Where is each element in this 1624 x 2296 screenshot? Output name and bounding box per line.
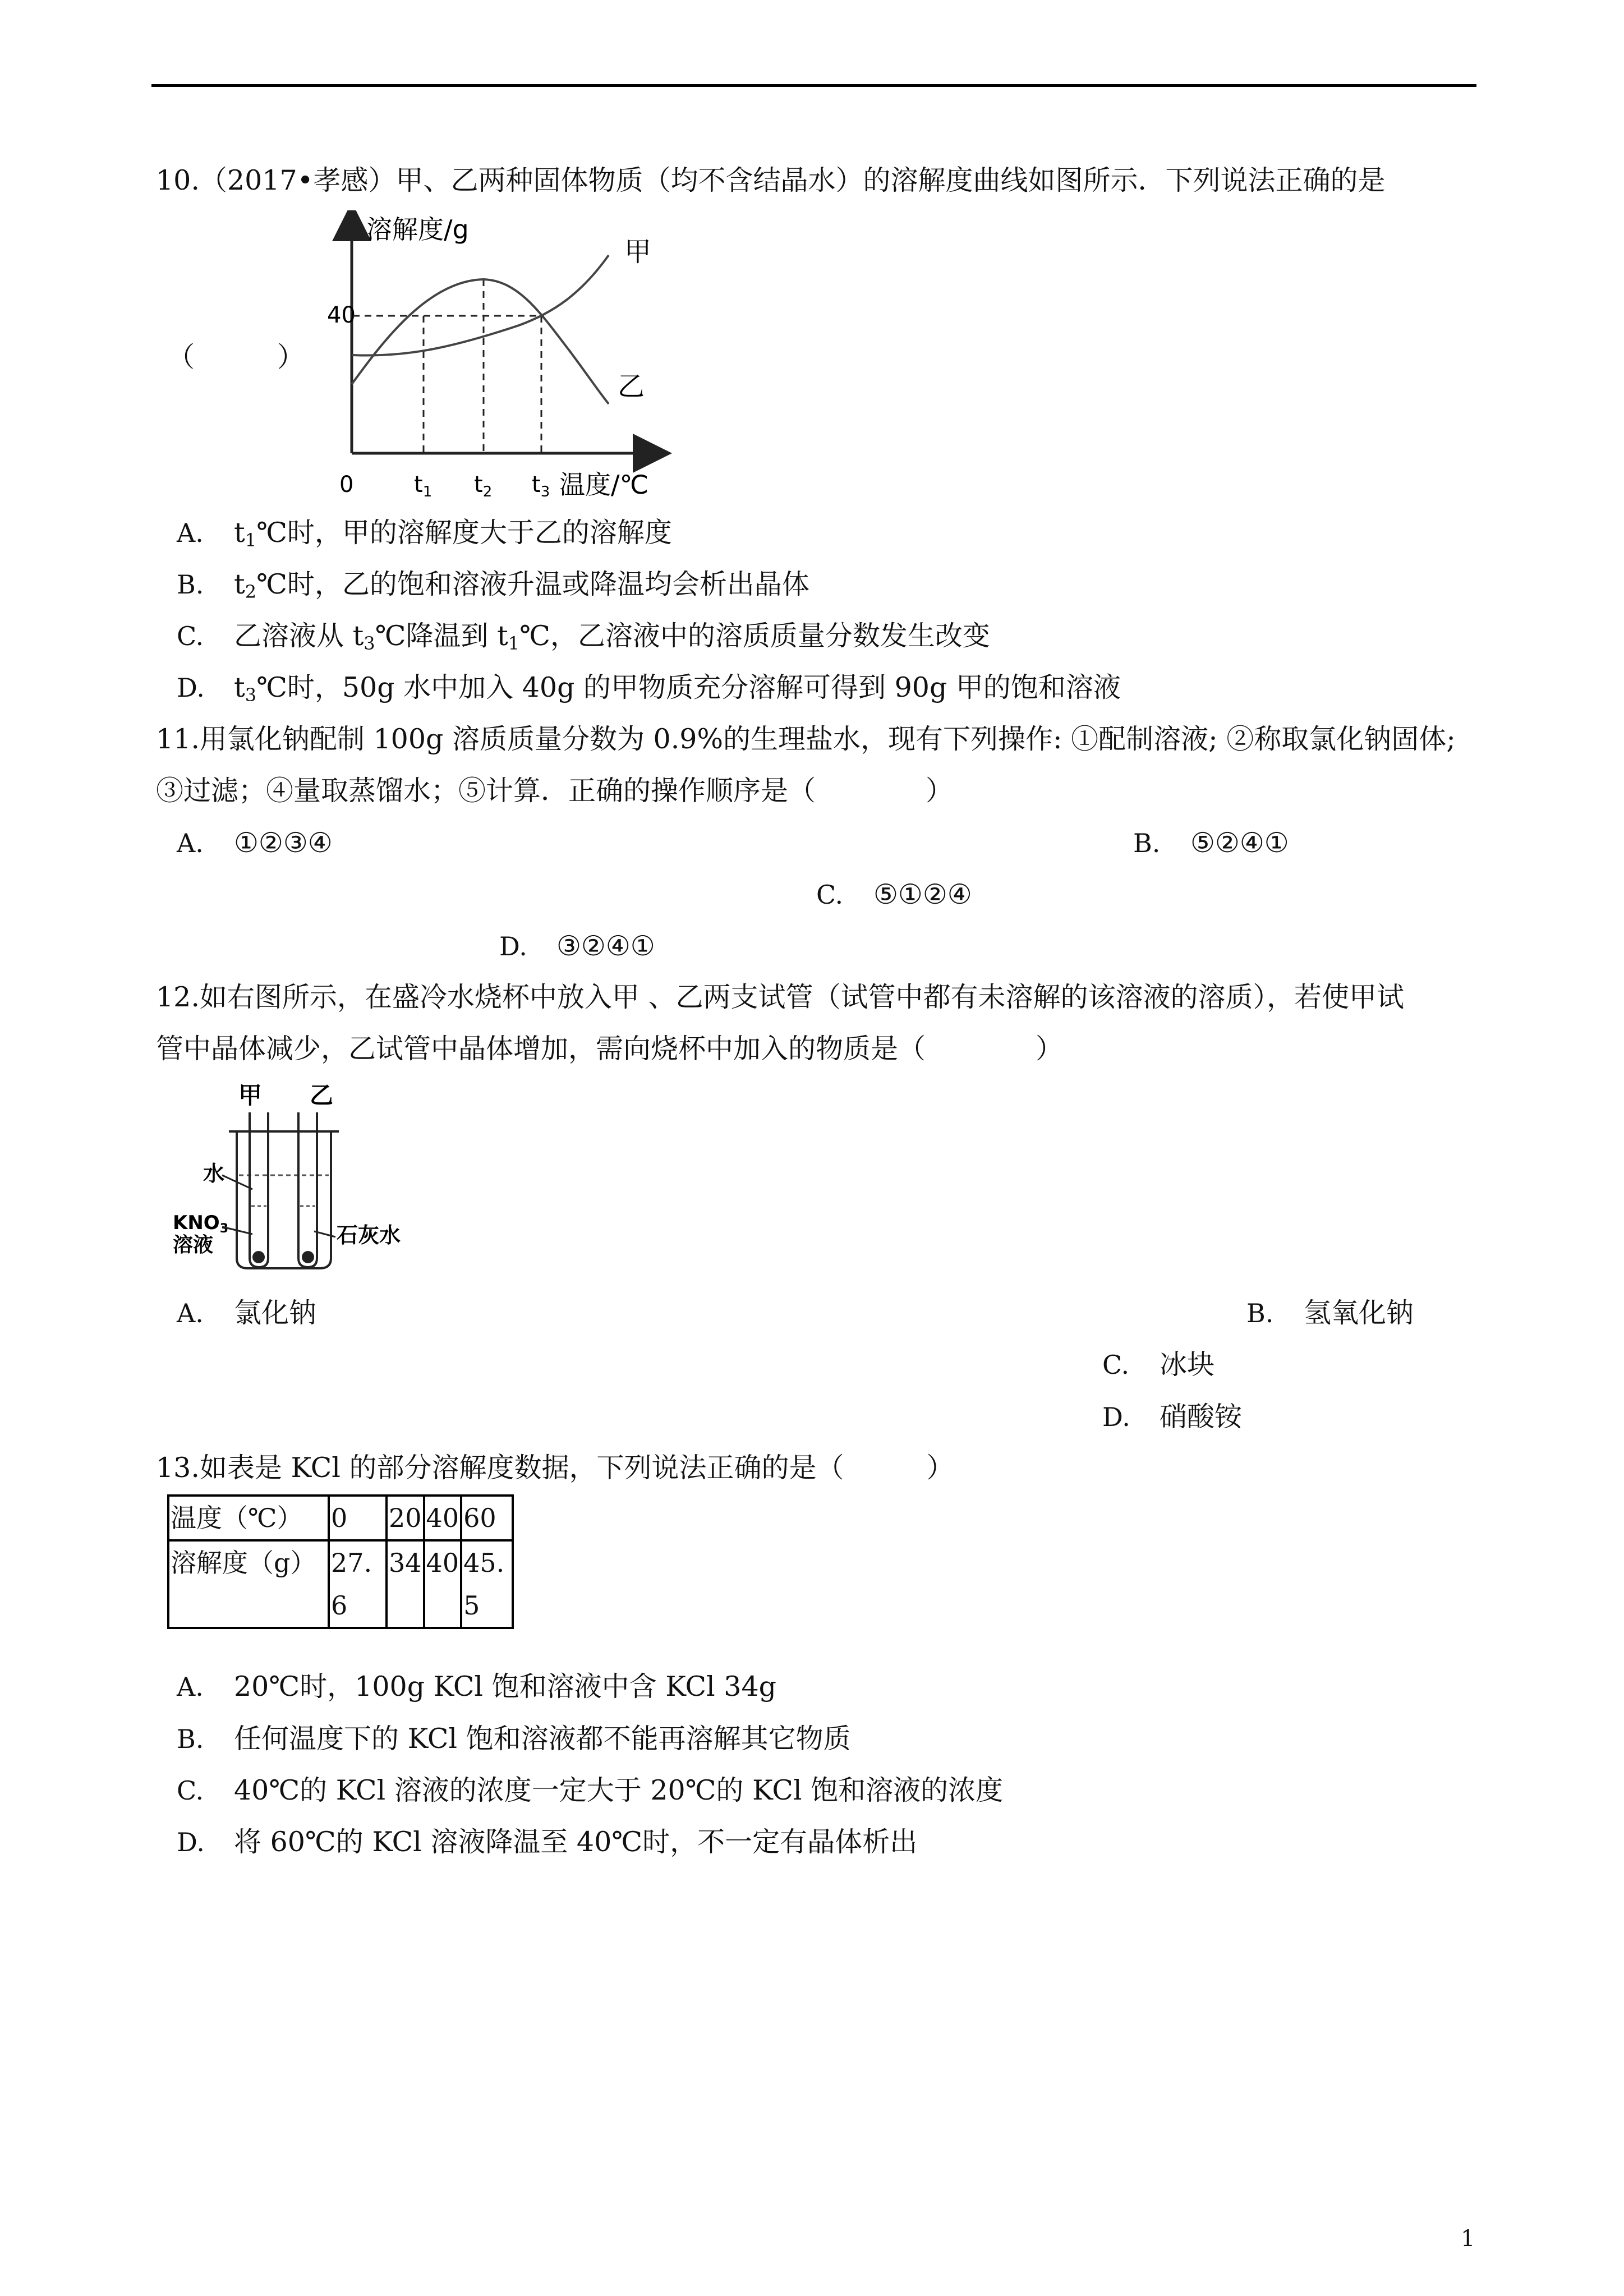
label-tube-yi: 乙 [310, 1082, 334, 1109]
x-axis-label: 温度/℃ [559, 470, 649, 500]
series-label-jia: 甲 [624, 236, 652, 268]
q12-stem-line2: 管中晶体减少，乙试管中晶体增加，需向烧杯中加入的物质是（ ） [156, 1033, 1064, 1065]
origin-label: 0 [339, 472, 354, 498]
table-row [168, 1496, 513, 1540]
table-cell: 温度（℃） [168, 1496, 329, 1540]
table-cell: 60 [461, 1496, 513, 1540]
q13-stem: 13.如表是 KCl 的部分溶解度数据，下列说法正确的是（ ） [156, 1452, 954, 1484]
y-axis-label: 溶解度/g [366, 214, 469, 245]
q10-answer-paren: （ ） [167, 341, 305, 373]
label-water: 水 [203, 1161, 225, 1186]
page-number: 1 [1461, 2226, 1475, 2252]
crystals-yi [302, 1251, 314, 1263]
q11-stem-line2: ③过滤；④量取蒸馏水；⑤计算．正确的操作顺序是（ ） [156, 775, 954, 807]
crystals-jia [252, 1251, 265, 1263]
x-tick-t3: $t_3$ [532, 472, 550, 500]
label-kno3: KNO3 [173, 1212, 229, 1236]
table-cell: 40 [424, 1496, 462, 1540]
q10-stem: 10.（2017•孝感）甲、乙两种固体物质（均不含结晶水）的溶解度曲线如图所示．下列说法正确的是 [156, 164, 1386, 196]
table-cell: 45. 5 [461, 1540, 513, 1628]
q12-stem-line1: 12.如右图所示，在盛冷水烧杯中放入甲 、乙两支试管（试管中都有未溶解的该溶液的溶质），若使甲试 [156, 981, 1405, 1013]
q11-stem-line1: 11.用氯化钠配制 100g 溶质质量分数为 0.9%的生理盐水，现有下列操作: ①配制溶液; ②称取氯化钠固体; [156, 723, 1456, 755]
label-tube-jia: 甲 [238, 1082, 263, 1109]
header-rule [151, 84, 1476, 87]
q10-solubility-chart [306, 210, 687, 502]
table-cell: 20 [387, 1496, 424, 1540]
table-cell: 40 [424, 1540, 462, 1628]
test-tube-jia [250, 1112, 268, 1267]
series-label-yi: 乙 [618, 371, 645, 402]
x-tick-t2: $t_2$ [474, 472, 493, 500]
label-kno3-solution: 溶液 [173, 1234, 214, 1257]
table-cell: 34 [387, 1540, 424, 1628]
label-limewater: 石灰水 [337, 1223, 401, 1248]
table-cell: 溶解度（g） [168, 1540, 329, 1628]
test-tube-yi [298, 1112, 317, 1267]
q12-beaker-figure [168, 1080, 432, 1279]
x-tick-t1: $t_1$ [414, 472, 433, 500]
table-cell: 0 [329, 1496, 387, 1540]
curve-jia [352, 255, 609, 356]
table-row [168, 1540, 513, 1628]
kcl-solubility-table [167, 1494, 514, 1629]
y-tick-40: 40 [327, 302, 356, 328]
table-cell: 27. 6 [329, 1540, 387, 1628]
